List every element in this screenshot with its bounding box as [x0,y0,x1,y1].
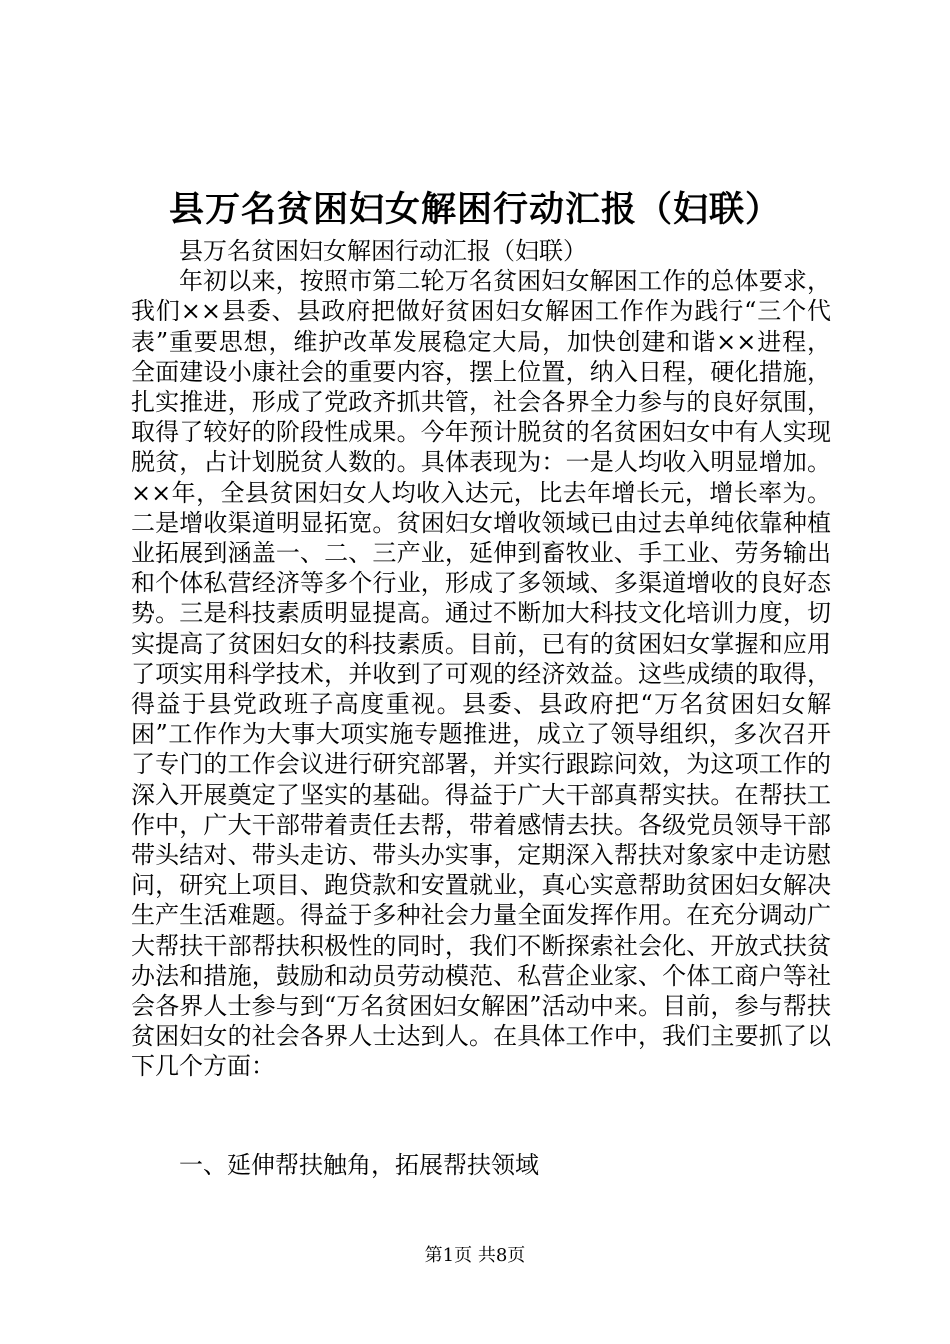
body-paragraph: 年初以来，按照市第二轮万名贫困妇女解困工作的总体要求，我们××县委、县政府把做好贫困妇女解困工作作为践行“三个代表”重要思想，维护改革发展稳定大局，加快创建和谐××进程，全面建设小康社会的重要内容，摆上位置，纳入日程，硬化措施，扎实推进，形成了党政齐抓共管，社会各界全力参与的良好氛围，取得了较好的阶段性成果。今年预计脱贫的名贫困妇女中有人实现脱贫，占计划脱贫人数的。具体表现为：一是人均收入明显增加。××年，全县贫困妇女人均收入达元，比去年增长元，增长率为。二是增收渠道明显拓宽。贫困妇女增收领域已由过去单纯依靠种植业拓展到涵盖一、二、三产业，延伸到畜牧业、手工业、劳务输出和个体私营经济等多个行业，形成了多领域、多渠道增收的良好态势。三是科技素质明显提高。通过不断加大科技文化培训力度，切实提高了贫困妇女的科技素质。目前，已有的贫困妇女掌握和应用了项实用科学技术，并收到了可观的经济效益。这些成绩的取得，得益于县党政班子高度重视。县委、县政府把“万名贫困妇女解困”工作作为大事大项实施专题推进，成立了领导组织，多次召开了专门的工作会议进行研究部署，并实行跟踪问效，为这项工作的深入开展奠定了坚实的基础。得益于广大干部真帮实扶。在帮扶工作中，广大干部带着责任去帮，带着感情去扶。各级党员领导干部带头结对、带头走访、带头办实事，定期深入帮扶对象家中走访慰问，研究上项目、跑贷款和安置就业，真心实意帮助贫困妇女解决生产生活难题。得益于多种社会力量全面发挥作用。在充分调动广大帮扶干部帮扶积极性的同时，我们不断探索社会化、开放式扶贫办法和措施，鼓励和动员劳动模范、私营企业家、个体工商户等社会各界人士参与到“万名贫困妇女解困”活动中来。目前，参与帮扶贫困妇女的社会各界人士达到人。在具体工作中，我们主要抓了以下几个方面： [131,267,831,1081]
section-heading: 一、延伸帮扶触角，拓展帮扶领域 [179,1151,539,1179]
document-subtitle: 县万名贫困妇女解困行动汇报（妇联） [179,237,587,265]
page-footer: 第1页 共8页 [424,1245,526,1266]
document-title: 县万名贫困妇女解困行动汇报（妇联） [168,189,781,230]
document-body [131,236,831,1082]
